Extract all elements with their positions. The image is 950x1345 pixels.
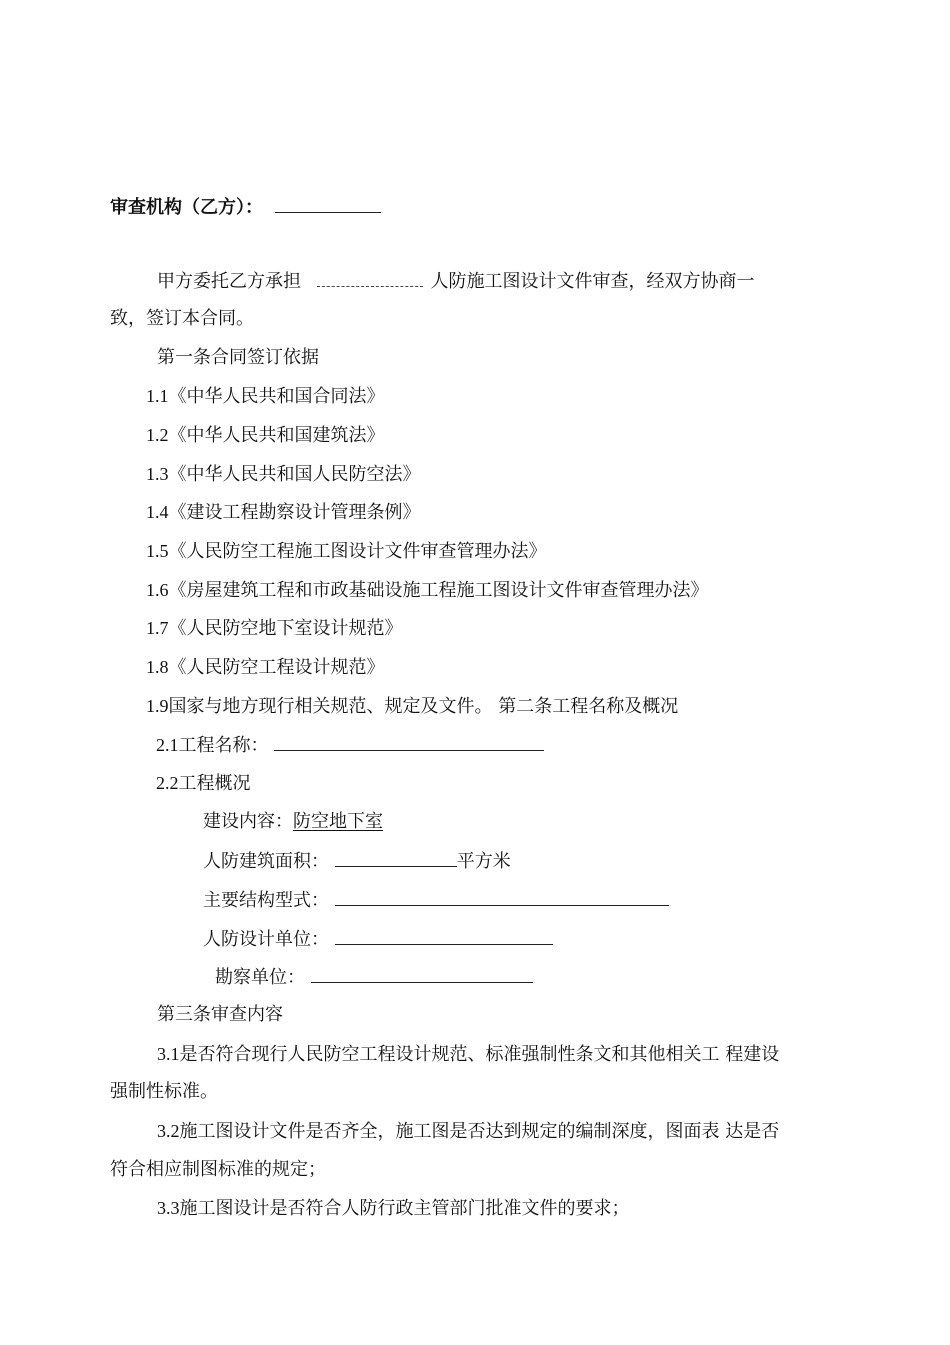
review-item-num: 3.3 bbox=[157, 1198, 180, 1218]
review-item-text: 是否符合现行人民防空工程设计规范、标准强制性条文和其他相关工 程建设 bbox=[179, 1044, 780, 1065]
basis-item-text: 《人民防空工程施工图设计文件审查管理办法》 bbox=[168, 541, 547, 562]
basis-item bbox=[146, 384, 385, 409]
design-unit-blank[interactable] bbox=[335, 926, 553, 945]
basis-item bbox=[146, 655, 385, 680]
design-unit-line bbox=[203, 926, 553, 952]
basis-item-num: 1.9 bbox=[146, 696, 169, 716]
basis-item-num: 1.2 bbox=[146, 425, 169, 445]
project-overview-num: 2.2 bbox=[156, 773, 179, 793]
basis-item bbox=[146, 539, 547, 564]
basis-item-text: 国家与地方现行相关规范、规定及文件。 第二条工程名称及概况 bbox=[168, 696, 679, 717]
project-name-num: 2.1 bbox=[156, 735, 179, 755]
review-item-2-cont: 符合相应制图标准的规定； bbox=[110, 1159, 326, 1180]
basis-item-num: 1.6 bbox=[146, 580, 169, 600]
project-name-label: 工程名称： bbox=[178, 735, 269, 756]
review-item-2 bbox=[157, 1119, 779, 1144]
review-item-text: 施工图设计文件是否齐全，施工图是否达到规定的编制深度，图面表 达是否 bbox=[179, 1121, 780, 1142]
basis-item-text: 《中华人民共和国合同法》 bbox=[168, 386, 385, 407]
structure-type-label: 主要结构型式： bbox=[203, 890, 329, 911]
review-item-text: 施工图设计是否符合人防行政主管部门批准文件的要求； bbox=[179, 1198, 630, 1219]
basis-item-text: 《中华人民共和国人民防空法》 bbox=[168, 464, 421, 485]
intro-line-2 bbox=[110, 307, 254, 331]
basis-item-num: 1.1 bbox=[146, 386, 169, 406]
structure-type-blank[interactable] bbox=[335, 887, 669, 906]
civil-defense-area-blank[interactable] bbox=[335, 848, 457, 867]
intro-part3: 致，签订本合同。 bbox=[110, 308, 254, 329]
survey-unit-label: 勘察单位： bbox=[215, 967, 305, 988]
basis-item bbox=[146, 500, 421, 525]
project-blank[interactable] bbox=[317, 268, 423, 287]
construction-content-value: 防空地下室 bbox=[293, 811, 383, 832]
intro-line-1 bbox=[157, 268, 754, 294]
review-item-num: 3.2 bbox=[157, 1121, 180, 1141]
basis-item-text: 《人民防空地下室设计规范》 bbox=[168, 618, 403, 639]
survey-unit-line bbox=[215, 964, 533, 990]
review-item-3 bbox=[157, 1196, 630, 1221]
basis-item bbox=[146, 462, 421, 487]
reviewer-blank[interactable] bbox=[275, 194, 381, 213]
civil-defense-area-unit: 平方米 bbox=[456, 851, 511, 872]
construction-content-line bbox=[203, 810, 383, 834]
basis-item-num: 1.3 bbox=[146, 464, 169, 484]
basis-item bbox=[146, 578, 709, 603]
project-overview-line bbox=[156, 771, 251, 796]
intro-part1: 甲方委托乙方承担 bbox=[157, 271, 301, 292]
article3-title: 第三条审查内容 bbox=[157, 1004, 283, 1025]
basis-item bbox=[146, 616, 403, 641]
basis-item-num: 1.7 bbox=[146, 618, 169, 638]
civil-defense-area-label: 人防建筑面积： bbox=[203, 851, 329, 872]
structure-type-line bbox=[203, 887, 669, 913]
basis-item-num: 1.5 bbox=[146, 541, 169, 561]
basis-item-text: 《建设工程勘察设计管理条例》 bbox=[168, 502, 421, 523]
basis-item-num: 1.4 bbox=[146, 502, 169, 522]
article1-title: 第一条合同签订依据 bbox=[157, 347, 319, 368]
design-unit-label: 人防设计单位： bbox=[203, 929, 329, 950]
review-item-num: 3.1 bbox=[157, 1044, 180, 1064]
construction-content-label: 建设内容： bbox=[203, 811, 293, 832]
reviewer-label: 审查机构（乙方）： bbox=[110, 197, 263, 218]
intro-part2: 人防施工图设计文件审查，经双方协商一 bbox=[430, 271, 755, 292]
review-item-1-cont: 强制性标准。 bbox=[110, 1081, 218, 1102]
project-name-blank[interactable] bbox=[274, 732, 544, 751]
basis-item-num: 1.8 bbox=[146, 657, 169, 677]
basis-item bbox=[146, 423, 385, 448]
project-name-line bbox=[156, 732, 544, 758]
basis-item-text: 《中华人民共和国建筑法》 bbox=[168, 425, 385, 446]
basis-item bbox=[146, 694, 678, 719]
survey-unit-blank[interactable] bbox=[311, 964, 533, 983]
project-overview-label: 工程概况 bbox=[178, 773, 251, 794]
basis-item-text: 《房屋建筑工程和市政基础设施工程施工图设计文件审查管理办法》 bbox=[168, 580, 709, 601]
reviewer-line bbox=[110, 194, 381, 220]
civil-defense-area-line bbox=[203, 848, 511, 874]
review-item-1 bbox=[157, 1042, 779, 1067]
basis-item-text: 《人民防空工程设计规范》 bbox=[168, 657, 385, 678]
